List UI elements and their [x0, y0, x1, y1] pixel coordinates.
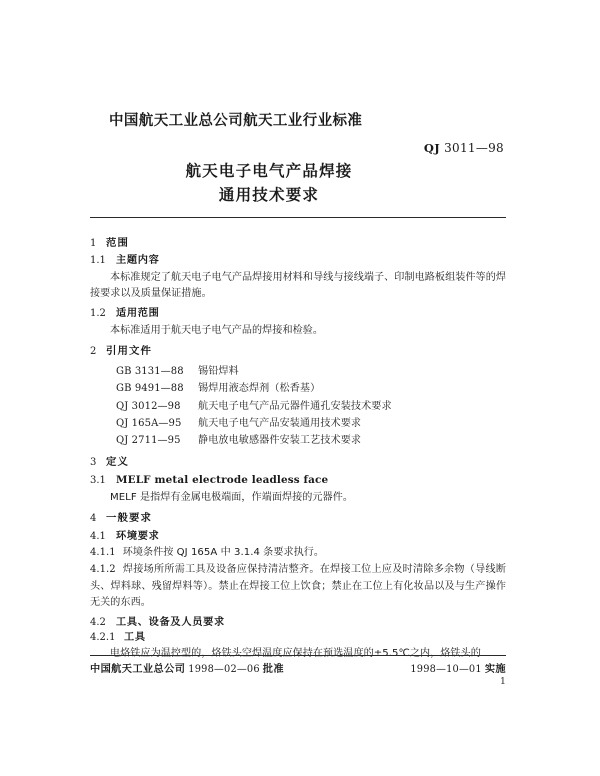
clause-1-2-body: 本标准适用于航天电子电气产品的焊接和检验。	[110, 324, 324, 336]
reference-code: QJ 3012—98	[116, 400, 181, 412]
footer-divider	[90, 655, 506, 656]
clause-1-title: 范围	[106, 237, 129, 249]
clause-4-1-number: 4.1	[90, 530, 106, 542]
list-item	[90, 363, 506, 380]
clause-4-1-1-paragraph	[90, 545, 506, 561]
standard-number	[424, 141, 504, 155]
clause-4-1-2-number: 4.1.2	[90, 564, 116, 576]
clause-1-2-number: 1.2	[90, 308, 106, 320]
footer-effective	[407, 660, 506, 675]
definition-term: MELF metal electrode leadless face	[116, 474, 329, 487]
heading-clause-3	[90, 457, 506, 468]
footer-issuer: 中国航天工业总公司	[90, 664, 186, 675]
reference-name: 航天电子电气产品安装通用技术要求	[198, 417, 362, 429]
footer-effective-date: 1998—10—01	[410, 664, 482, 675]
clause-4-2-number: 4.2	[90, 617, 106, 629]
heading-clause-1-1	[90, 255, 506, 266]
standard-prefix: QJ	[423, 141, 440, 156]
definition-body-3-1: MELF 是指焊有金属电极端面，作端面焊接的元器件。	[110, 491, 353, 503]
reference-name: 静电放电敏感器件安装工艺技术要求	[198, 435, 362, 447]
footer-effective-label: 实施	[484, 664, 506, 675]
clause-4-1-2-body: 焊接场所所需工具及设备应保持清洁整齐。在焊接工位上应及时清除多余物（导线断头、焊料球、残留焊料等）。禁止在焊接工位上饮食；禁止在工位上有化妆品以及与生产操作无关的东西。	[90, 564, 506, 608]
list-item	[90, 380, 506, 397]
clause-1-number: 1	[90, 238, 97, 249]
standard-number-row	[90, 137, 506, 156]
masthead	[90, 112, 506, 207]
clause-4-1-title: 环境要求	[116, 530, 160, 542]
clause-4-1-1-number: 4.1.1	[90, 546, 116, 558]
heading-clause-1	[90, 238, 506, 249]
definition-term-3-1	[90, 474, 506, 488]
page-footer	[90, 660, 506, 675]
heading-clause-4-2-1	[90, 632, 506, 643]
reference-code: QJ 2711—95	[116, 435, 181, 447]
heading-clause-1-2	[90, 308, 506, 319]
clause-4-2-1-title: 工具	[124, 632, 146, 644]
clause-4-2-1-body: 电烙铁应为温控型的，烙铁头空焊温度应保持在预选温度的±5.5℃之内，烙铁头的	[110, 647, 481, 659]
heading-clause-4-1	[90, 531, 506, 542]
clause-1-1-number: 1.1	[90, 255, 106, 267]
document-title	[90, 159, 506, 207]
list-item	[90, 432, 506, 449]
clause-4-2-1-number: 4.2.1	[90, 632, 116, 644]
clause-3-title: 定义	[106, 455, 129, 468]
document-body	[90, 231, 506, 663]
header-divider	[90, 217, 506, 218]
reference-name: 锡焊用液态焊剂（松香基）	[198, 383, 321, 395]
clause-4-1-1-body: 环境条件按 QJ 165A 中 3.1.4 条要求执行。	[122, 546, 325, 558]
organization-standard-title: 中国航天工业总公司航天工业行业标准	[109, 113, 363, 129]
reference-name: 锡铅焊料	[198, 365, 239, 377]
document-title-line-1: 航天电子电气产品焊接	[185, 162, 353, 181]
clause-4-1-2-paragraph	[90, 562, 506, 611]
clause-2-number: 2	[90, 345, 97, 357]
clause-4-2-title: 工具、设备及人员要求	[116, 617, 225, 629]
heading-clause-4-2	[90, 617, 506, 628]
page-number: 1	[499, 676, 506, 687]
reference-name: 航天电子电气产品元器件通孔安装技术要求	[198, 400, 392, 412]
footer-approval-label: 批准	[262, 664, 284, 675]
clause-1-1-body: 本标准规定了航天电子电气产品焊接用材料和导线与接线端子、印制电路板组装件等的焊接要求以及质量保证措施。	[90, 271, 506, 299]
clause-1-1-title: 主题内容	[116, 255, 160, 267]
heading-clause-4	[90, 513, 506, 524]
footer-approval-date: 1998—02—06	[188, 664, 260, 675]
list-item	[90, 415, 506, 432]
standard-number-value: 3011—98	[444, 141, 504, 156]
clause-4-title: 一般要求	[106, 512, 152, 525]
clause-3-1-number: 3.1	[90, 475, 106, 487]
footer-approval	[90, 660, 284, 675]
reference-code: QJ 165A—95	[116, 417, 182, 429]
reference-document-list	[90, 363, 506, 450]
clause-4-number: 4	[90, 513, 97, 525]
document-title-line-2: 通用技术要求	[218, 186, 320, 205]
clause-3-number: 3	[90, 456, 97, 468]
clause-2-title: 引用文件	[106, 344, 152, 357]
clause-1-2-title: 适用范围	[116, 308, 160, 320]
reference-code: GB 3131—88	[116, 365, 184, 377]
heading-clause-2	[90, 346, 506, 357]
reference-code: GB 9491—88	[116, 383, 184, 395]
list-item	[90, 398, 506, 415]
